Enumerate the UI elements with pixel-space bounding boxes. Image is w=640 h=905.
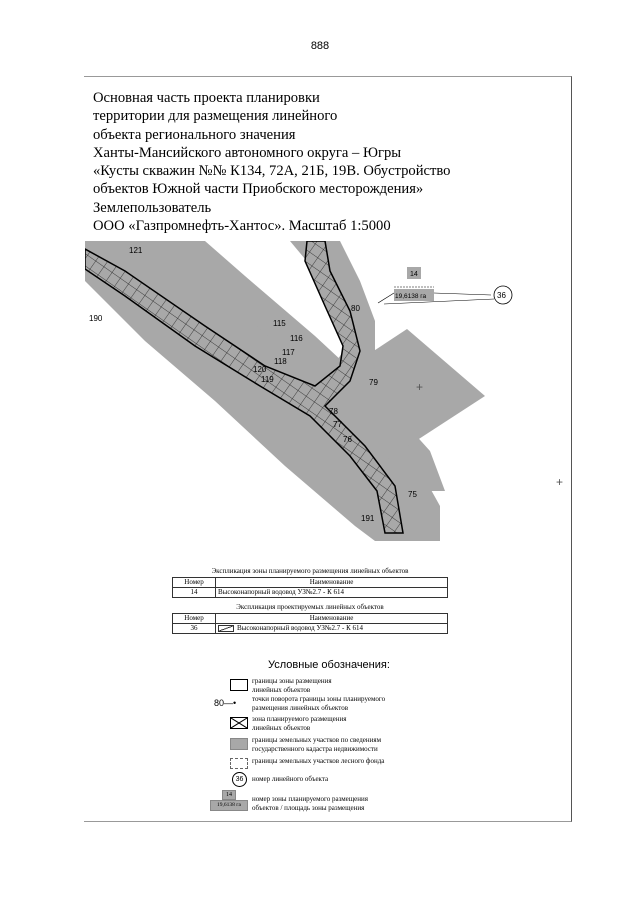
planning-map [85, 241, 571, 541]
point-label: 78 [329, 407, 338, 416]
zone-label-icon [210, 790, 248, 811]
point-label: 115 [273, 319, 286, 328]
legend-title: Условные обозначения: [268, 659, 390, 671]
page-number: 888 [310, 40, 330, 52]
point-label: 119 [261, 375, 274, 384]
planned-zone-icon [230, 717, 248, 729]
title-line: Землепользователь [93, 199, 212, 216]
column-header: Номер [173, 578, 216, 588]
point-label: 117 [282, 348, 295, 357]
column-header: Наименование [216, 578, 448, 588]
parcel-label: 190 [89, 314, 103, 323]
table-cell: Высоконапорный водовод УЗ№2.7 - К 614 [216, 588, 448, 598]
title-line: территории для размещения линейного [93, 108, 338, 125]
table-cell [216, 624, 448, 634]
table-row [173, 624, 448, 634]
legend-text: границы земельных участков по сведениям государственного кадастра недвижимости [252, 736, 382, 753]
point-label: 120 [253, 365, 267, 374]
explication-tables [172, 566, 448, 634]
point-label: 77 [333, 420, 342, 429]
crosshair-mark: + [556, 475, 564, 489]
title-line: Основная часть проекта планировки [93, 90, 320, 106]
zone-label-area: 19,6138 га [210, 800, 248, 811]
line-object-icon [218, 625, 234, 632]
legend-text: зона планируемого размещения линейных объектов [252, 715, 347, 732]
forest-parcel-icon [230, 758, 248, 769]
object-number-icon: 36 [232, 772, 247, 787]
title-line: ООО «Газпромнефть-Хантос». Масштаб 1:5000 [93, 218, 391, 235]
legend-text: границы зоны размещения линейных объектов [252, 677, 332, 694]
zones-table [172, 577, 448, 598]
column-header: Наименование [216, 614, 448, 624]
parcel-label: 121 [129, 246, 143, 255]
zone-boundary-icon [230, 679, 248, 691]
object-name: Высоконапорный водовод УЗ№2.7 - К 614 [237, 624, 364, 632]
table-cell: 14 [173, 588, 216, 598]
table-row [173, 588, 448, 598]
table-caption: Экспликация проектируемых линейных объектов [236, 603, 384, 611]
zone-label-number: 14 [222, 790, 236, 800]
point-label: 118 [274, 357, 287, 366]
zone-number: 14 [410, 271, 418, 278]
point-label: 116 [290, 334, 303, 343]
parcel-label: 79 [369, 378, 378, 387]
legend-text: границы земельных участков лесного фонда [252, 757, 385, 765]
column-header: Номер [173, 614, 216, 624]
document-title [93, 89, 563, 235]
parcel-label: 80 [351, 304, 360, 313]
crosshair-mark: + [416, 380, 424, 394]
cadastral-parcel-icon [230, 738, 248, 750]
objects-table [172, 613, 448, 634]
table-cell: 36 [173, 624, 216, 634]
turn-point-label: 80 [214, 698, 225, 708]
title-line: объектов Южной части Приобского месторождения» [93, 181, 424, 198]
parcel-label: 191 [361, 514, 375, 523]
legend-text: номер линейного объекта [252, 775, 329, 783]
object-number: 36 [497, 291, 506, 300]
legend-text: номер зоны планируемого размещения объектов / площадь зоны размещения [252, 795, 368, 812]
title-line: «Кусты скважин №№ К134, 72А, 21Б, 19В. Обустройство [93, 163, 451, 180]
parcel-label: 75 [408, 490, 417, 499]
table-caption: Экспликация зоны планируемого размещения линейных объектов [211, 567, 409, 575]
zone-area: 19,6138 га [395, 293, 427, 300]
point-label: 76 [343, 435, 352, 444]
title-line: объекта регионального значения [93, 126, 296, 143]
title-line: Ханты-Мансийского автономного округа – Югры [93, 144, 402, 161]
turn-point-icon: 80—• [214, 698, 237, 708]
legend-text: точки поворота границы зоны планируемого размещения линейных объектов [252, 695, 386, 712]
